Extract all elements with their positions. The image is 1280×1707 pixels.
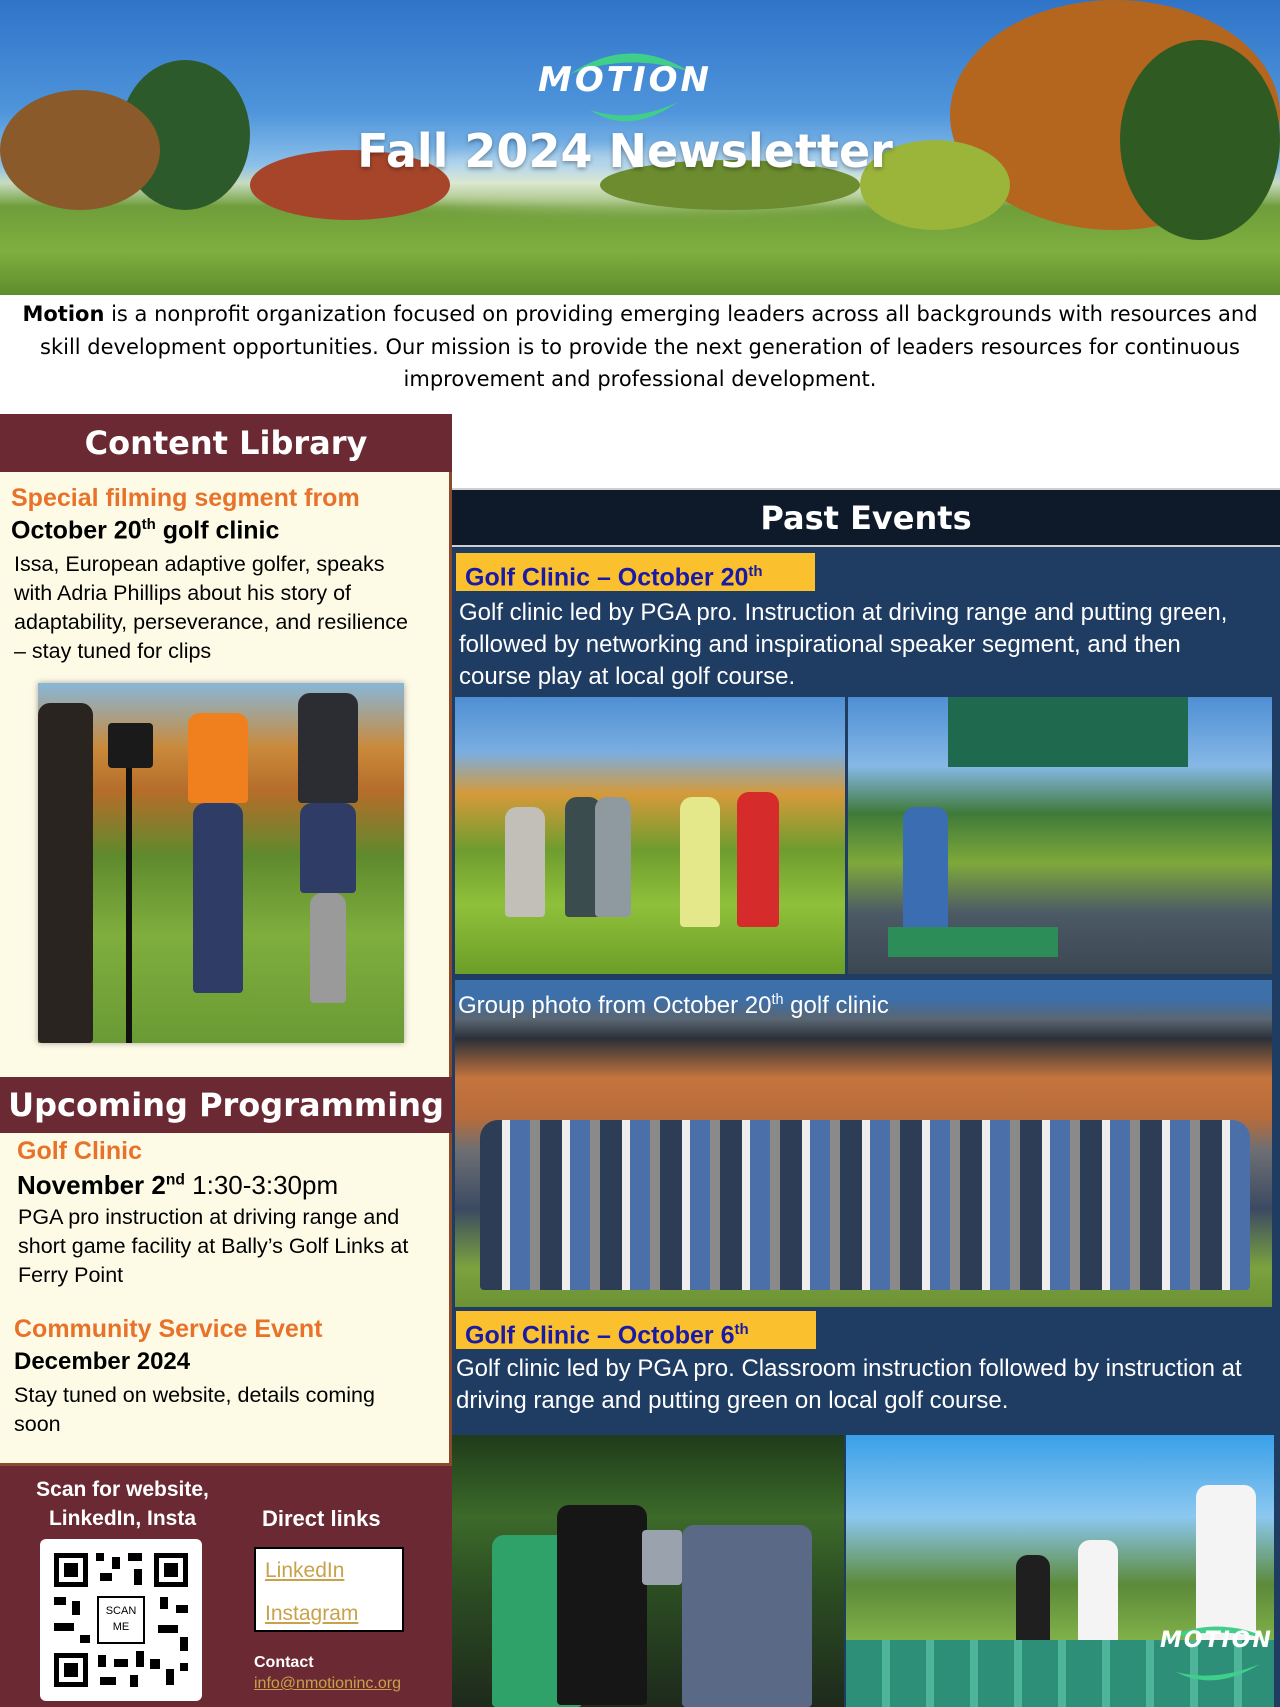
contact-label: Contact	[254, 1654, 314, 1671]
feature-date-suffix: th	[141, 516, 156, 533]
qr-center-label: SCAN ME	[105, 1605, 137, 1633]
event2-description: Golf clinic led by PGA pro. Classroom instruction followed by instruction at driving range and putting green on local golf course.	[456, 1355, 1242, 1414]
logo-text: MOTION	[538, 60, 712, 100]
event1-label	[456, 553, 815, 591]
photo-figure	[680, 797, 720, 927]
event1-description: Golf clinic led by PGA pro. Instruction at driving range and putting green, followed by networking and inspirational speaker segment, and then course play at local golf course.	[459, 599, 1228, 690]
scan-label: Scan for website, LinkedIn, Insta	[36, 1478, 209, 1530]
interview-photo	[38, 683, 404, 1043]
caption-end: golf clinic	[783, 992, 889, 1019]
photo-figure	[903, 807, 948, 947]
past-events-heading: Past Events	[452, 488, 1280, 547]
qr-code[interactable]	[40, 1539, 202, 1701]
group-photo-caption	[458, 992, 889, 1020]
caption-text: Group photo from October 20	[458, 992, 772, 1019]
event2-label-text: Golf Clinic – October 6	[465, 1321, 735, 1350]
caption-suffix: th	[771, 992, 784, 1008]
contact-email-link[interactable]: info@nmotioninc.org	[254, 1675, 401, 1692]
driving-range-photo	[848, 697, 1272, 974]
upcoming-event2-date: December 2024	[14, 1348, 191, 1375]
feature-body: Issa, European adaptive golfer, speaks with Adria Phillips about his story of adaptability, perseverance, and resilience – stay tuned for clips	[14, 552, 409, 663]
direct-links-label: Direct links	[262, 1506, 381, 1531]
photo-tablet	[642, 1530, 682, 1585]
event2-label	[456, 1311, 816, 1349]
event1-date: November 2	[17, 1170, 166, 1200]
event1-time: 1:30-3:30pm	[184, 1170, 339, 1200]
newsletter-title: Fall 2024 Newsletter	[357, 124, 893, 178]
intro-text: is a nonprofit organization focused on providing emerging leaders across all backgrounds with resources and skill development opportunities. Our mission is to provide the next generation of leaders resources for continuous improvement and professional development.	[40, 302, 1258, 391]
photo-figure	[188, 713, 248, 803]
photo-camera	[108, 723, 153, 768]
content-library-heading: Content Library	[0, 414, 452, 472]
upcoming-event2-body: Stay tuned on website, details coming soon	[14, 1383, 375, 1436]
photo-figure	[557, 1505, 647, 1705]
putting-green-photo	[455, 697, 845, 974]
upcoming-event1-date	[17, 1170, 338, 1201]
group-people	[480, 1120, 1250, 1290]
upcoming-event2-title: Community Service Event	[14, 1315, 323, 1343]
event1-label-text: Golf Clinic – October 20	[465, 563, 749, 592]
range-mat	[888, 927, 1058, 957]
photo-figure	[300, 803, 356, 893]
watermark-logo: MOTION	[1160, 1628, 1273, 1653]
classroom-photo	[452, 1435, 844, 1707]
links-box	[254, 1547, 404, 1632]
photo-figure	[310, 893, 346, 1003]
upcoming-event1-title: Golf Clinic	[17, 1137, 142, 1165]
feature-title-end: golf clinic	[155, 516, 280, 545]
photo-figure	[737, 792, 779, 927]
upcoming-event1-body: PGA pro instruction at driving range and short game facility at Bally’s Golf Links at Ferry Point	[18, 1205, 409, 1287]
upcoming-programming-heading: Upcoming Programming	[0, 1077, 452, 1133]
feature-title-line1: Special filming segment from	[11, 484, 360, 512]
group-photo	[455, 980, 1272, 1307]
range-canopy	[948, 697, 1188, 767]
photo-figure	[193, 803, 243, 993]
org-name: Motion	[22, 302, 105, 326]
intro-paragraph	[20, 298, 1260, 396]
feature-title-line2	[11, 516, 279, 545]
photo-figure	[298, 693, 358, 803]
photo-figure	[38, 703, 93, 1043]
photo-tripod	[126, 768, 132, 1043]
instagram-link[interactable]: Instagram	[265, 1602, 359, 1625]
event2-label-suffix: th	[734, 1321, 749, 1338]
photo-figure	[682, 1525, 812, 1707]
event1-label-suffix: th	[748, 563, 763, 580]
photo-figure	[505, 807, 545, 917]
event1-date-suffix: nd	[165, 1171, 185, 1189]
linkedin-link[interactable]: LinkedIn	[265, 1559, 345, 1582]
feature-date: October 20	[11, 516, 142, 545]
photo-figure	[595, 797, 631, 917]
